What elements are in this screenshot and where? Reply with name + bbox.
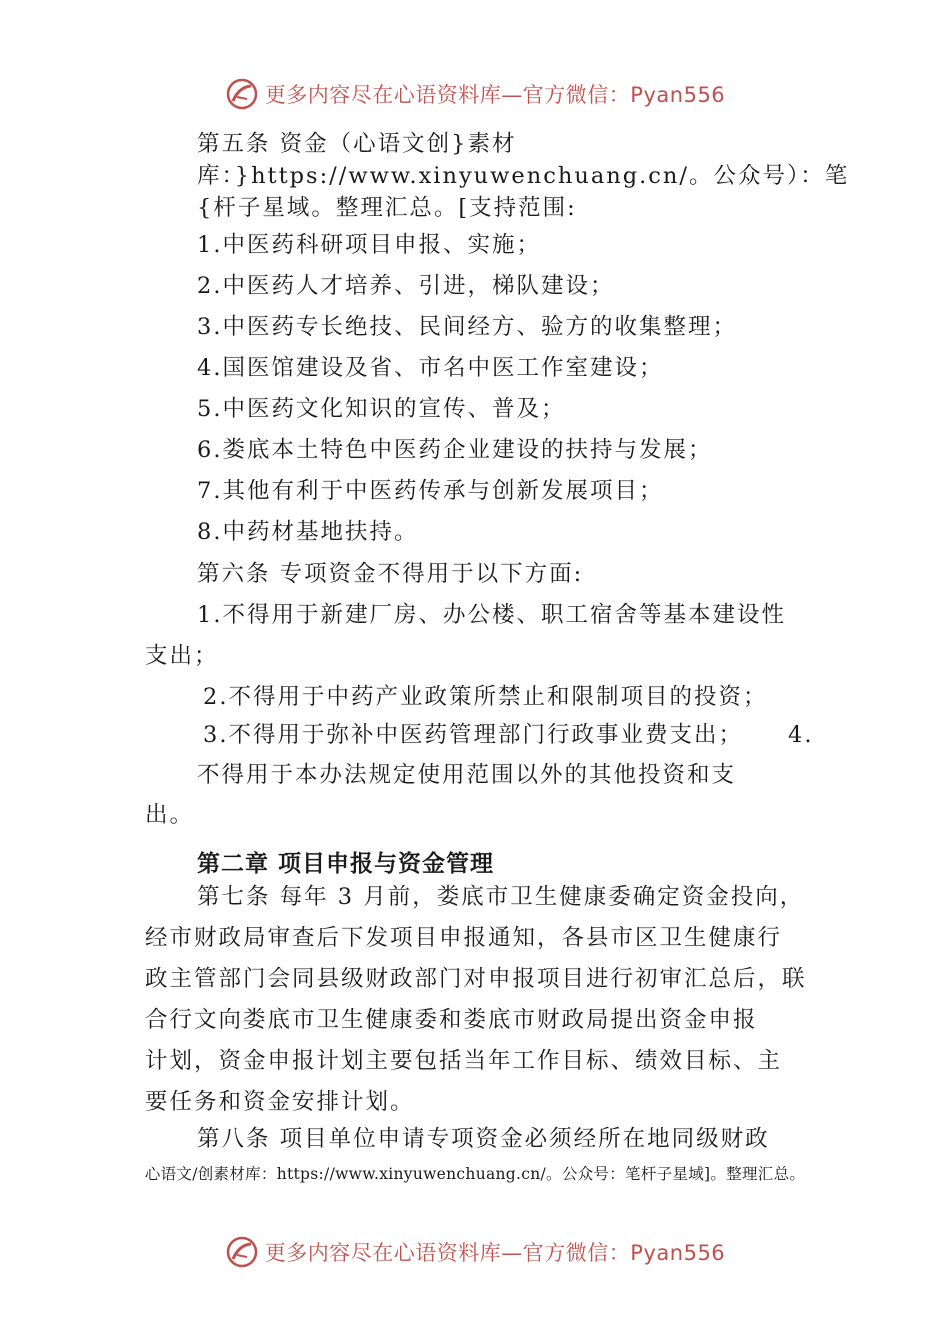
article6-line4-item-number: 4. (788, 722, 814, 748)
article5-line1: 第五条 资金（心语文创}素材 (197, 131, 517, 157)
article6-line4: 3.不得用于弥补中医药管理部门行政事业费支出； (203, 722, 743, 748)
article6-line6: 出。 (145, 802, 195, 828)
article5-line2: 库：}https://www.xinyuwenchuang.cn/。公众号）：笔 (197, 163, 850, 189)
list-item: 6.娄底本土特色中医药企业建设的扶持与发展； (197, 437, 713, 463)
list-item: 1.中医药科研项目申报、实施； (197, 232, 541, 258)
article8-line1: 第八条 项目单位申请专项资金必须经所在地同级财政 (197, 1126, 770, 1152)
list-item: 5.中医药文化知识的宣传、普及； (197, 396, 566, 422)
footer-source-note: 心语文/创素材库：https://www.xinyuwenchuang.cn/。公众号：笔杆子星域]。整理汇总。 (144, 1165, 806, 1183)
article7-line: 第七条 每年 3 月前，娄底市卫生健康委确定资金投向， (197, 884, 805, 910)
list-item: 7.其他有利于中医药传承与创新发展项目； (197, 478, 664, 504)
seal-logo-icon (225, 77, 259, 111)
list-item: 4.国医馆建设及省、市名中医工作室建设； (197, 355, 664, 381)
article6-line5: 不得用于本办法规定使用范围以外的其他投资和支 (197, 762, 737, 788)
article6-line2: 支出； (145, 643, 219, 669)
article7-line: 经市财政局审查后下发项目申报通知，各县市区卫生健康行 (145, 925, 783, 951)
article5-line3: {杆子星域。整理汇总。[支持范围: (197, 195, 577, 221)
bottom-banner (0, 1232, 950, 1272)
list-item: 2.中医药人才培养、引进，梯队建设； (197, 273, 615, 299)
article6-line1: 1.不得用于新建厂房、办公楼、职工宿舍等基本建设性 (197, 602, 786, 628)
article6-title: 第六条 专项资金不得用于以下方面: (197, 561, 584, 587)
chapter-heading: 第二章 项目申报与资金管理 (197, 851, 495, 877)
article7-line: 计划，资金申报计划主要包括当年工作目标、绩效目标、主 (145, 1048, 783, 1074)
list-item: 3.中医药专长绝技、民间经方、验方的收集整理； (197, 314, 737, 340)
article7-line: 政主管部门会同县级财政部门对申报项目进行初审汇总后，联 (145, 966, 807, 992)
top-banner (0, 74, 950, 114)
article7-line: 要任务和资金安排计划。 (145, 1089, 415, 1115)
banner-text: 更多内容尽在心语资料库—官方微信：Pyan556 (264, 1241, 726, 1265)
list-item: 8.中药材基地扶持。 (197, 519, 419, 545)
article7-line: 合行文向娄底市卫生健康委和娄底市财政局提出资金申报 (145, 1007, 758, 1033)
article6-line3: 2.不得用于中药产业政策所禁止和限制项目的投资； (203, 684, 768, 710)
banner-text: 更多内容尽在心语资料库—官方微信：Pyan556 (264, 83, 726, 107)
seal-logo-icon (225, 1235, 259, 1269)
